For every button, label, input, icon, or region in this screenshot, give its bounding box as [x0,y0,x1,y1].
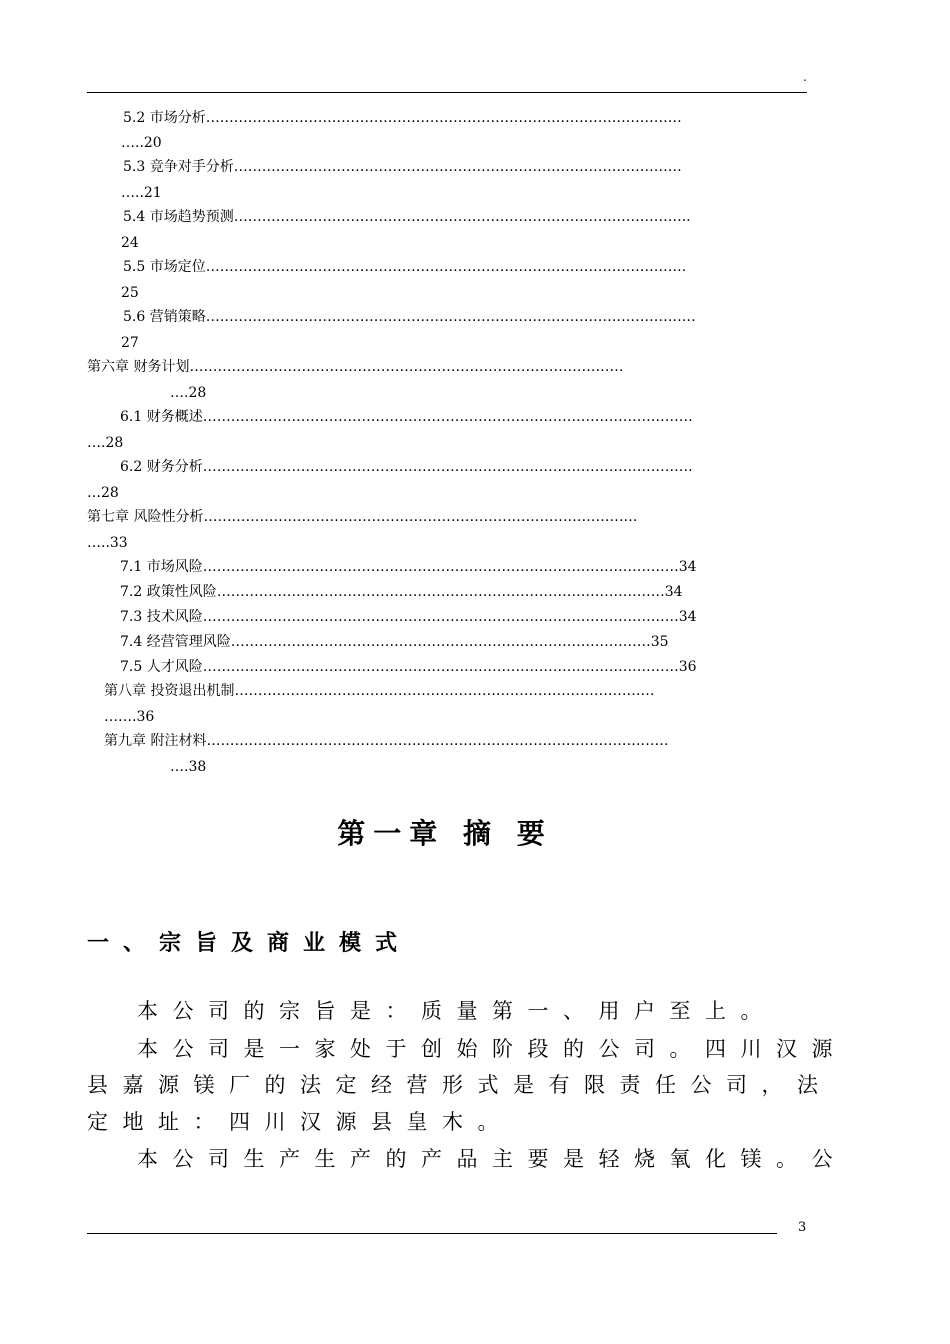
header-rule [87,92,807,93]
toc-entry-7-3[interactable]: 7.3 技术风险…………………………………………………………………………………………34 [120,609,697,625]
toc-entry-7-5[interactable]: 7.5 人才风险…………………………………………………………………………………………36 [120,659,697,675]
section-title: 一、宗旨及商业模式 [87,931,412,956]
toc-entry-5-6[interactable]: 5.6 营销策略…………………………………………………………………………………………… [123,309,696,325]
toc-entry-6-2-page: …28 [87,485,119,501]
toc-entry-5-4-page: 24 [121,235,139,251]
toc-entry-5-3-page: …..21 [121,185,162,201]
toc-entry-chapter-8[interactable]: 第八章 投资退出机制……………………………………………………………………………… [104,683,655,699]
body-line-3: 县嘉源镁厂的法定经营形式是有限责任公司，法 [87,1073,833,1097]
body-line-5: 本公司生产生产的产品主要是轻烧氧化镁。公 [137,1147,847,1171]
toc-entry-7-1[interactable]: 7.1 市场风险…………………………………………………………………………………………34 [120,559,697,575]
toc-entry-7-4[interactable]: 7.4 经营管理风险………………………………………………………………………………35 [120,634,669,650]
page-number: 3 [798,1220,807,1235]
toc-entry-chapter-9-page: ….38 [170,759,207,775]
toc-entry-chapter-6-page: ….28 [170,385,207,401]
chapter-title: 第一章 摘 要 [337,817,553,850]
toc-entry-chapter-7-page: …..33 [87,535,128,551]
toc-entry-5-6-page: 27 [121,335,139,351]
toc-entry-chapter-9[interactable]: 第九章 附注材料……………………………………………………………………………………… [104,733,669,749]
footer-rule [87,1233,777,1234]
toc-entry-5-3[interactable]: 5.3 竞争对手分析…………………………………………………………………………………… [123,159,682,175]
toc-entry-5-4[interactable]: 5.4 市场趋势预测…………………………………………………………………………………….. [123,209,691,225]
toc-entry-5-5[interactable]: 5.5 市场定位…………………………………………………………………………………………. [123,259,687,275]
toc-entry-7-2[interactable]: 7.2 政策性风险……………………………………………………………………………………34 [120,584,683,600]
toc-entry-5-5-page: 25 [121,285,139,301]
body-line-1: 本公司的宗旨是：质量第一、用户至上。 [137,999,776,1023]
toc-entry-chapter-8-page: …….36 [104,709,155,725]
toc-entry-6-1[interactable]: 6.1 财务概述…………………………………………………………………………………………… [120,409,693,425]
body-line-4: 定地址：四川汉源县皇木。 [87,1110,513,1134]
toc-entry-6-1-page: ….28 [87,435,124,451]
toc-entry-6-2[interactable]: 6.2 财务分析…………………………………………………………………………………………… [120,459,693,475]
toc-entry-chapter-7[interactable]: 第七章 风险性分析………………………………………………………………………………… [87,509,638,525]
header-mark: . [803,70,807,84]
toc-entry-5-2-page: …..20 [121,135,162,151]
toc-entry-5-2[interactable]: 5.2 市场分析………………………………………………………………………………………… [123,110,682,126]
body-line-2: 本公司是一家处于创始阶段的公司。四川汉源 [137,1037,847,1061]
toc-entry-chapter-6[interactable]: 第六章 财务计划………………………………………………………………………………… [87,359,624,375]
